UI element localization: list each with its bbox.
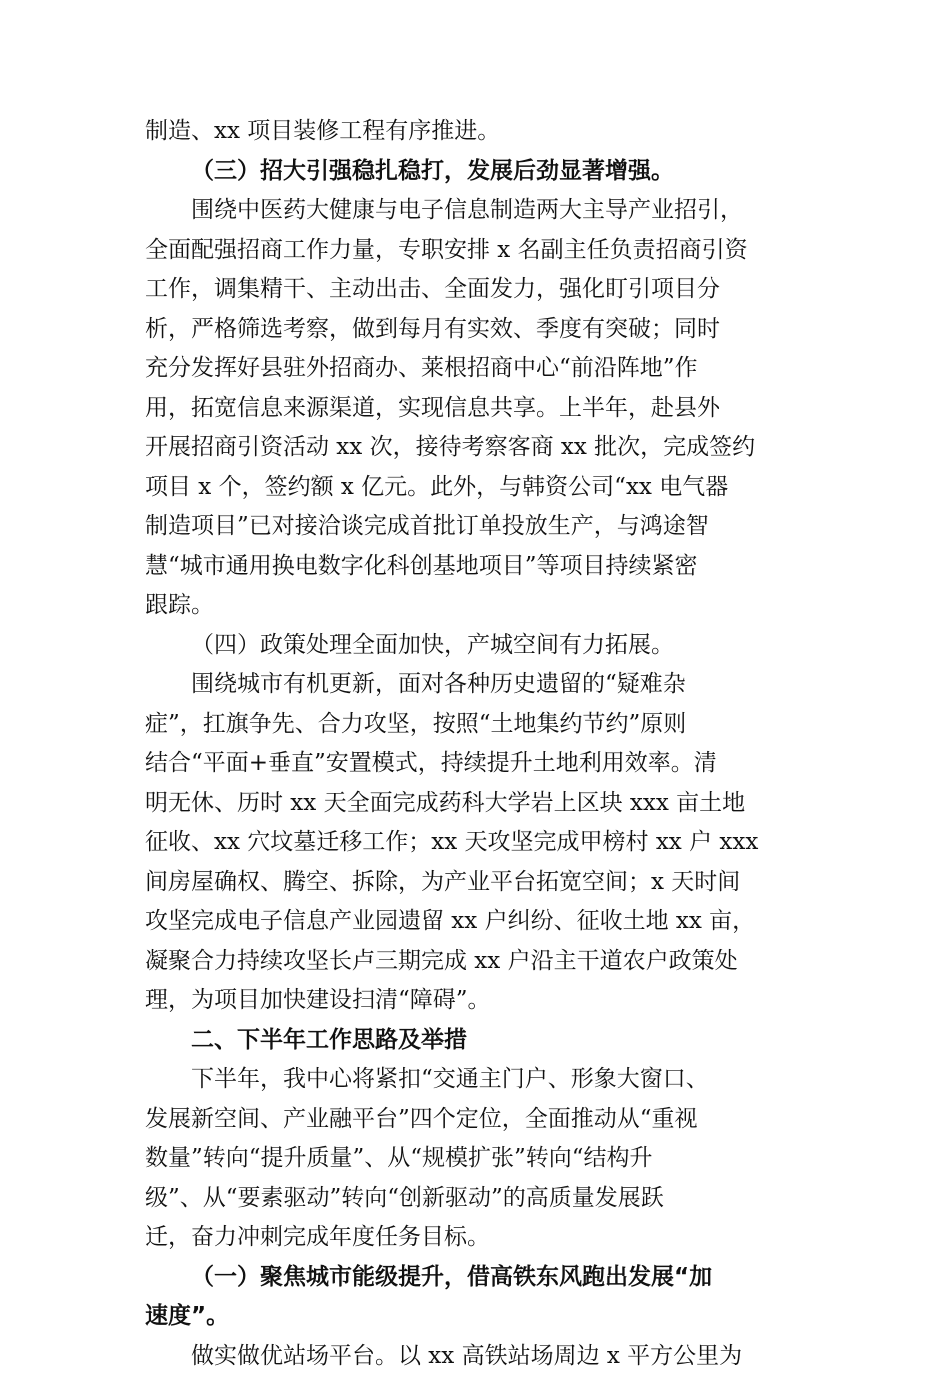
text-line: 制造项目”已对接洽谈完成首批订单投放生产，与鸿途智 (145, 507, 810, 547)
document-page (145, 112, 810, 1376)
text-line: 围绕城市有机更新，面对各种历史遗留的“疑难杂 (145, 665, 810, 705)
text-line: 攻坚完成电子信息产业园遗留 xx 户纠纷、征收土地 xx 亩， (145, 902, 810, 942)
text-line: 下半年，我中心将紧扣“交通主门户、形象大窗口、 (145, 1060, 810, 1100)
paragraph-investment (145, 191, 810, 626)
text-line: 制造、xx 项目装修工程有序推进。 (145, 112, 810, 152)
paragraph-policy (145, 665, 810, 1021)
text-line: 迁，奋力冲刺完成年度任务目标。 (145, 1218, 810, 1258)
text-line: 慧“城市通用换电数字化科创基地项目”等项目持续紧密 (145, 547, 810, 587)
section-heading-2: 二、下半年工作思路及举措 (145, 1021, 810, 1061)
subsection-heading-3: （三）招大引强稳扎稳打，发展后劲显著增强。 (145, 152, 810, 192)
text-line: （一）聚焦城市能级提升，借高铁东风跑出发展“加 (145, 1258, 810, 1298)
text-line: 析，严格筛选考察，做到每月有实效、季度有突破；同时 (145, 310, 810, 350)
text-line: 开展招商引资活动 xx 次，接待考察客商 xx 批次，完成签约 (145, 428, 810, 468)
subsection-heading-4: （四）政策处理全面加快，产城空间有力拓展。 (145, 626, 810, 666)
text-line: 做实做优站场平台。以 xx 高铁站场周边 x 平方公里为 (145, 1337, 810, 1376)
text-line: 理，为项目加快建设扫清“障碍”。 (145, 981, 810, 1021)
text-line: 项目 x 个，签约额 x 亿元。此外，与韩资公司“xx 电气器 (145, 468, 810, 508)
text-line: 围绕中医药大健康与电子信息制造两大主导产业招引， (145, 191, 810, 231)
subsection-heading-1 (145, 1258, 810, 1337)
text-line: 间房屋确权、腾空、拆除，为产业平台拓宽空间；x 天时间 (145, 863, 810, 903)
text-line: 全面配强招商工作力量，专职安排 x 名副主任负责招商引资 (145, 231, 810, 271)
text-line: 结合“平面+垂直”安置模式，持续提升土地利用效率。清 (145, 744, 810, 784)
text-line: 症”，扛旗争先、合力攻坚，按照“土地集约节约”原则 (145, 705, 810, 745)
paragraph-plan (145, 1060, 810, 1258)
text-line: 用，拓宽信息来源渠道，实现信息共享。上半年，赴县外 (145, 389, 810, 429)
text-line: 跟踪。 (145, 586, 810, 626)
text-line: 凝聚合力持续攻坚长卢三期完成 xx 户沿主干道农户政策处 (145, 942, 810, 982)
text-line: 级”、从“要素驱动”转向“创新驱动”的高质量发展跃 (145, 1179, 810, 1219)
text-line: 征收、xx 穴坟墓迁移工作；xx 天攻坚完成甲榜村 xx 户 xxx (145, 823, 810, 863)
text-line: 明无休、历时 xx 天全面完成药科大学岩上区块 xxx 亩土地 (145, 784, 810, 824)
text-line: 发展新空间、产业融平台”四个定位，全面推动从“重视 (145, 1100, 810, 1140)
text-line: 速度”。 (145, 1297, 810, 1337)
text-line: 工作，调集精干、主动出击、全面发力，强化盯引项目分 (145, 270, 810, 310)
text-line: 充分发挥好县驻外招商办、莱根招商中心“前沿阵地”作 (145, 349, 810, 389)
text-line: 数量”转向“提升质量”、从“规模扩张”转向“结构升 (145, 1139, 810, 1179)
